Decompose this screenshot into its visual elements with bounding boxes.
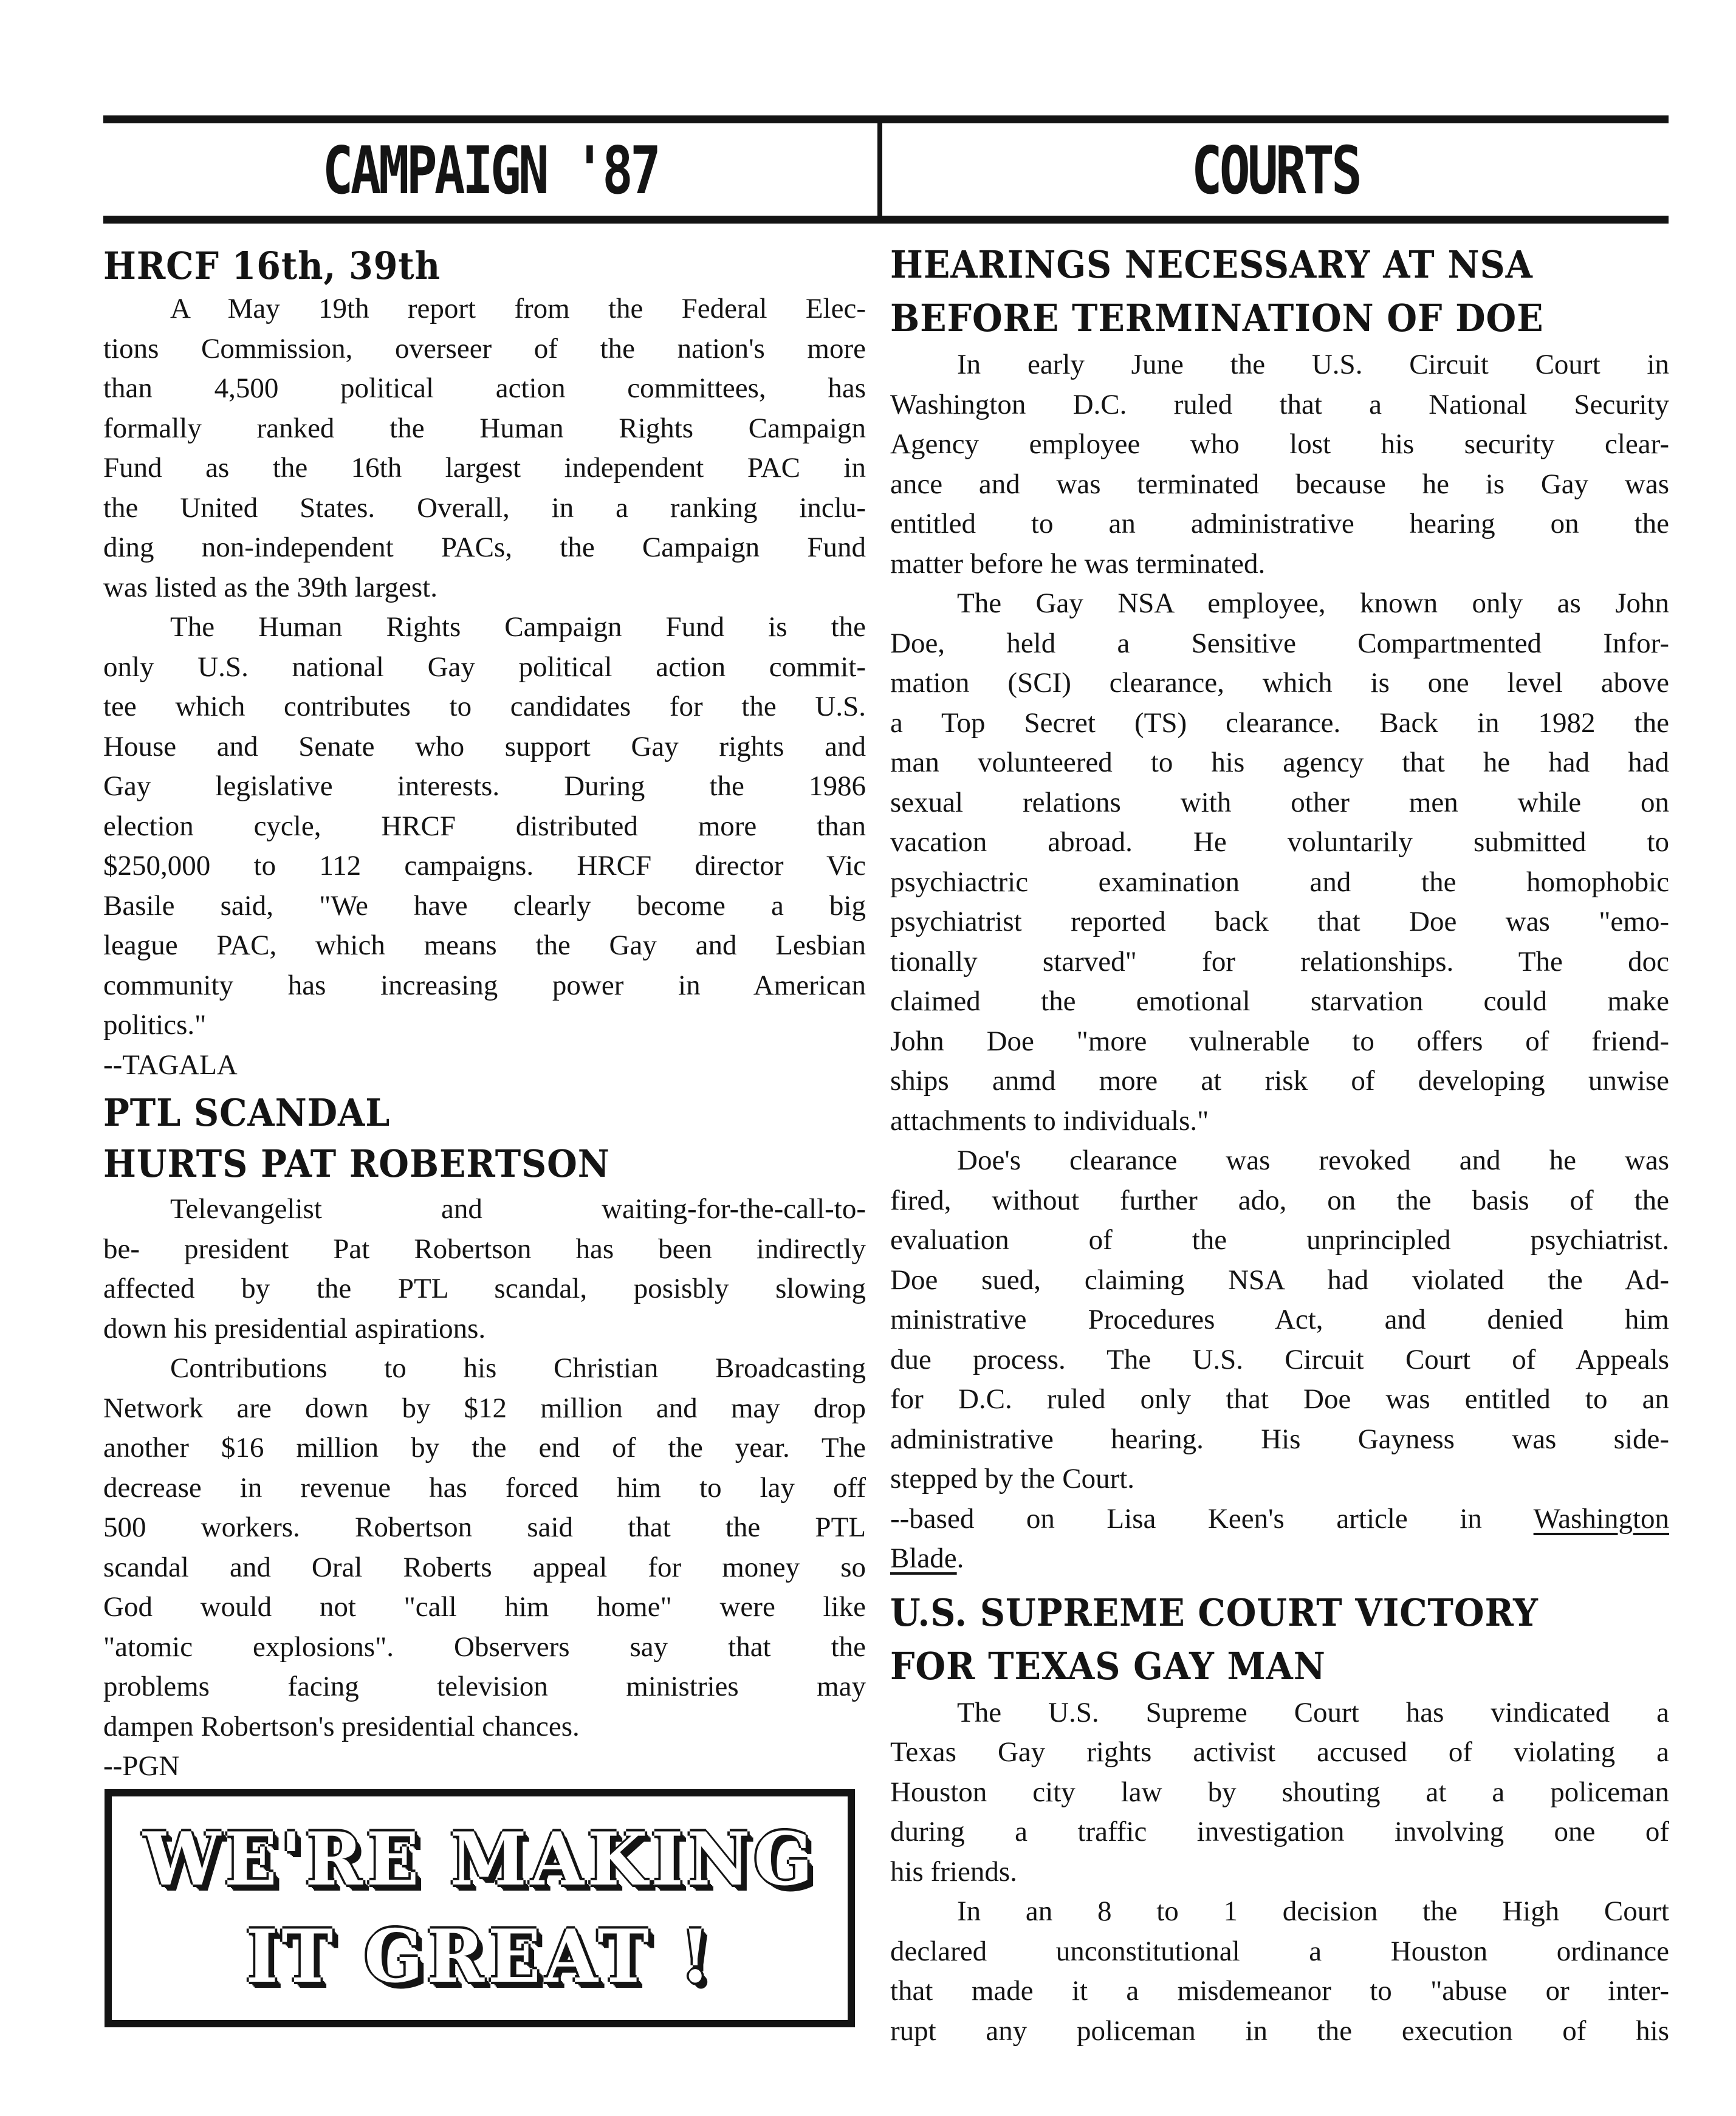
text-line: declared unconstitutional a Houston ordinance (890, 1935, 1669, 1967)
text-line: Gay legislative interests. During the 1986 (103, 770, 866, 802)
text-line: administrative hearing. His Gayness was side- (890, 1423, 1669, 1455)
text-line: tee which contributes to candidates for the U.S. (103, 691, 866, 722)
header-top-rule (103, 115, 1669, 123)
article-headline-line: HEARINGS NECESSARY AT NSA (890, 242, 1533, 287)
text-line: man volunteered to his agency that he had had (890, 747, 1669, 778)
text-line: John Doe "more vulnerable to offers of friend- (890, 1025, 1669, 1057)
text-line: In early June the U.S. Circuit Court in (957, 349, 1669, 380)
article-paragraph (103, 1190, 866, 1349)
text-line: league PAC, which means the Gay and Lesbian (103, 930, 866, 961)
text-line: stepped by the Court. (890, 1463, 1135, 1495)
text-line: vacation abroad. He voluntarily submitted to (890, 826, 1669, 858)
text-line: the United States. Overall, in a ranking inclu- (103, 491, 866, 524)
article-headline-line: PTL SCANDAL (103, 1091, 391, 1135)
header-column-divider (877, 115, 882, 224)
text-line: matter before he was terminated. (890, 547, 1266, 580)
article-paragraph (103, 289, 866, 608)
text-line: his friends. (890, 1855, 1017, 1888)
text-line: affected by the PTL scandal, posisbly slowing (103, 1273, 866, 1304)
text-line: "atomic explosions". Observers say that the (103, 1631, 866, 1663)
text-line: Network are down by $12 million and may drop (103, 1392, 866, 1424)
article-hrcf (103, 238, 866, 1085)
article-headline-line: U.S. SUPREME COURT VICTORY (890, 1590, 1539, 1635)
header-bottom-rule (103, 216, 1669, 224)
article-credit: --PGN (103, 1750, 180, 1782)
text-line: rupt any policeman in the execution of his (890, 2015, 1669, 2047)
text-line: decrease in revenue has forced him to lay off (103, 1471, 866, 1504)
text-line: problems facing television ministries may (103, 1671, 866, 1702)
text-line: than 4,500 political action committees, has (103, 372, 866, 404)
article-headline-line: FOR TEXAS GAY MAN (890, 1643, 1326, 1688)
text-line: be- president Pat Robertson has been indirectly (103, 1233, 866, 1265)
text-line: 500 workers. Robertson said that the PTL (103, 1512, 866, 1543)
left-column (103, 238, 866, 1787)
text-line: dampen Robertson's presidential chances. (103, 1710, 580, 1742)
credit-source-link[interactable]: Washington (1533, 1502, 1670, 1535)
text-line: down his presidential aspirations. (103, 1312, 486, 1344)
article-headline: HRCF 16th, 39th (103, 244, 441, 288)
text-line: election cycle, HRCF distributed more than (103, 810, 866, 842)
section-title-courts: COURTS (1191, 133, 1360, 209)
text-line: Televangelist and waiting-for-the-call-to- (170, 1193, 866, 1225)
text-line: tions Commission, overseer of the nation's more (103, 332, 866, 365)
text-line: The Human Rights Campaign Fund is the (170, 611, 866, 643)
credit-source-link[interactable]: Blade (890, 1542, 957, 1574)
text-line: ding non-independent PACs, the Campaign Fund (103, 532, 866, 563)
text-line: was listed as the 39th largest. (103, 571, 437, 603)
text-line: Doe's clearance was revoked and he was (957, 1145, 1669, 1176)
text-line: a Top Secret (TS) clearance. Back in 1982 the (890, 707, 1669, 739)
article-headline-line: BEFORE TERMINATION OF DOE (890, 296, 1544, 340)
text-line: House and Senate who support Gay rights and (103, 730, 866, 762)
text-line: psychiatrist reported back that Doe was "emo- (890, 906, 1669, 937)
article-paragraph (890, 1693, 1669, 1892)
text-line: claimed the emotional starvation could make (890, 985, 1669, 1017)
right-column (890, 238, 1669, 2051)
promo-line-2: IT GREAT ! (245, 1914, 714, 1999)
text-line: The Gay NSA employee, known only as John (957, 587, 1669, 619)
article-supreme-court (890, 1586, 1669, 2052)
text-line: God would not "call him home" were like (103, 1591, 866, 1623)
text-line: Houston city law by shouting at a policeman (890, 1776, 1669, 1808)
text-line: Fund as the 16th largest independent PAC in (103, 452, 866, 484)
text-line: Texas Gay rights activist accused of violating a (890, 1736, 1669, 1768)
text-line: that made it a misdemeanor to "abuse or inter- (890, 1975, 1669, 2007)
text-line: Agency employee who lost his security clear- (890, 428, 1669, 460)
text-line: In an 8 to 1 decision the High Court (957, 1895, 1669, 1927)
text-line: formally ranked the Human Rights Campaign (103, 412, 866, 444)
article-paragraph (890, 584, 1669, 1141)
article-credit: --TAGALA (103, 1049, 238, 1081)
text-line: fired, without further ado, on the basis of the (890, 1184, 1669, 1216)
text-line: during a traffic investigation involving one of (890, 1816, 1669, 1847)
promo-box (105, 1789, 855, 2027)
text-line: The U.S. Supreme Court has vindicated a (957, 1696, 1669, 1728)
text-line: community has increasing power in American (103, 969, 866, 1001)
text-line: ministrative Procedures Act, and denied him (890, 1304, 1669, 1335)
text-line: psychiactric examination and the homophobic (890, 866, 1669, 898)
text-line: another $16 million by the end of the year. The (103, 1432, 866, 1464)
text-line: Washington D.C. ruled that a National Security (890, 388, 1669, 420)
article-nsa-hearings (890, 238, 1669, 1579)
text-line: Doe sued, claiming NSA had violated the Ad- (890, 1264, 1669, 1296)
text-line: attachments to individuals." (890, 1104, 1209, 1137)
article-paragraph (103, 608, 866, 1046)
text-line: Basile said, "We have clearly become a big (103, 889, 866, 922)
section-title-campaign: CAMPAIGN '87 (322, 133, 659, 209)
article-paragraph (890, 345, 1669, 584)
text-line: Doe, held a Sensitive Compartmented Infor- (890, 627, 1669, 659)
article-headline-line: HURTS PAT ROBERTSON (103, 1142, 610, 1186)
article-paragraph (890, 1892, 1669, 2051)
article-credit-continued (890, 1539, 1669, 1579)
text-line: Contributions to his Christian Broadcasting (170, 1352, 866, 1384)
text-line: ships anmd more at risk of developing unwise (890, 1065, 1669, 1097)
promo-line-1: WE'RE MAKING (143, 1816, 817, 1902)
text-line: for D.C. ruled only that Doe was entitled to an (890, 1383, 1669, 1415)
text-line: $250,000 to 112 campaigns. HRCF director Vic (103, 850, 866, 882)
text-line: scandal and Oral Roberts appeal for money so (103, 1551, 866, 1583)
credit-prefix: --based on Lisa Keen's article in (890, 1502, 1482, 1535)
article-paragraph (890, 1141, 1669, 1499)
text-line: only U.S. national Gay political action commit- (103, 651, 866, 683)
text-line: sexual relations with other men while on (890, 786, 1669, 818)
article-credit (890, 1499, 1669, 1539)
text-line: tionally starved" for relationships. The doc (890, 945, 1669, 978)
text-line: evaluation of the unprincipled psychiatrist. (890, 1224, 1669, 1256)
article-paragraph (103, 1349, 866, 1747)
text-line: ance and was terminated because he is Gay was (890, 468, 1669, 500)
article-ptl-scandal (103, 1087, 866, 1787)
credit-suffix: . (956, 1542, 964, 1574)
text-line: entitled to an administrative hearing on the (890, 508, 1669, 539)
text-line: politics." (103, 1009, 207, 1041)
text-line: mation (SCI) clearance, which is one level above (890, 667, 1669, 699)
text-line: due process. The U.S. Circuit Court of Appeals (890, 1343, 1669, 1375)
text-line: A May 19th report from the Federal Elec- (170, 293, 866, 324)
